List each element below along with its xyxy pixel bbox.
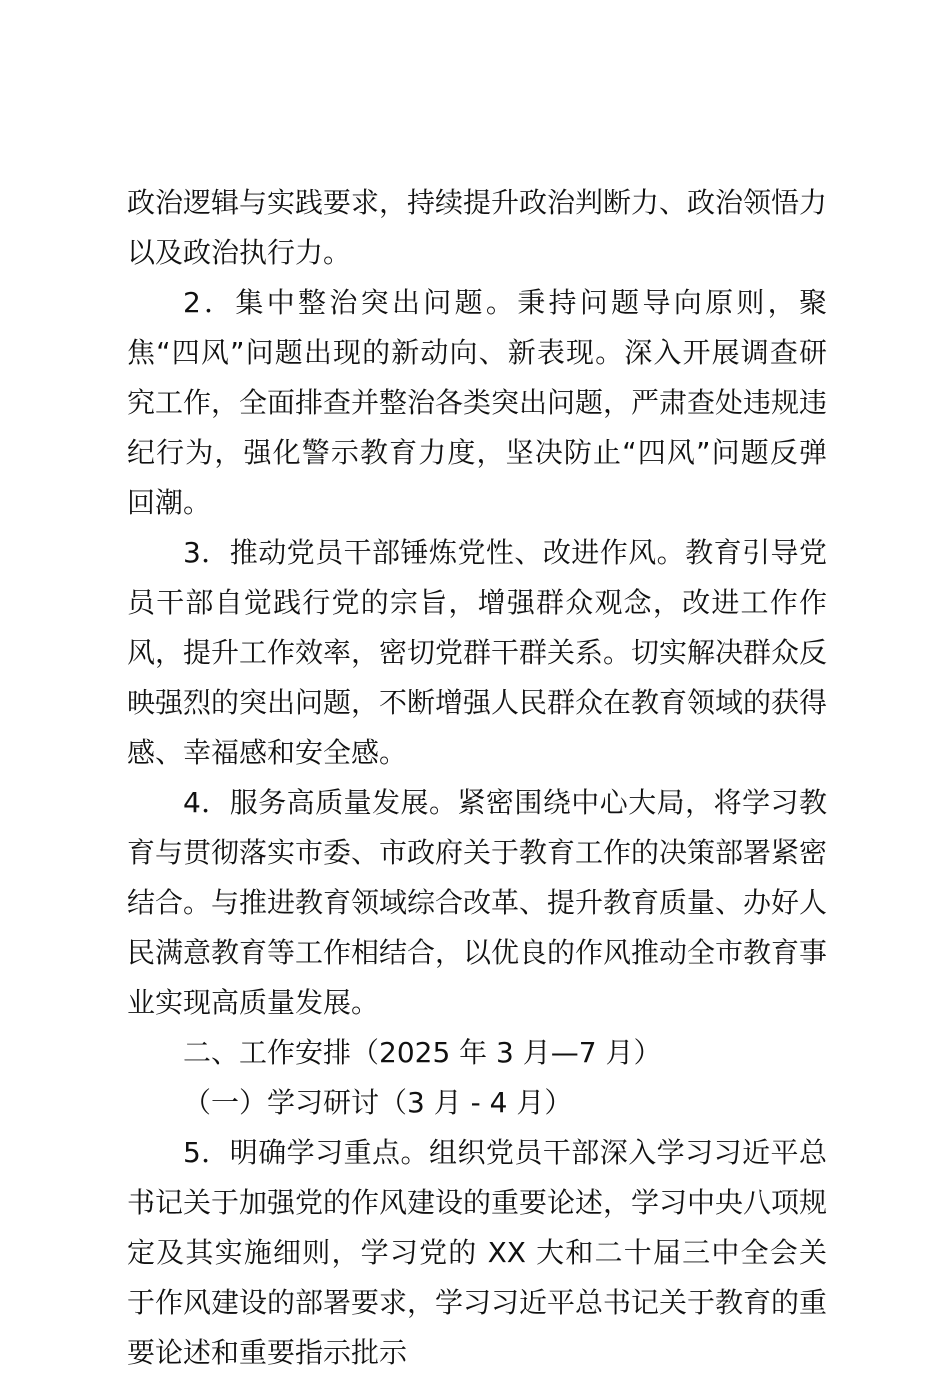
paragraph-item-5: 5．明确学习重点。组织党员干部深入学习习近平总书记关于加强党的作风建设的重要论述，学习中央八项规定及其实施细则，学习党的 XX 大和二十届三中全会关于作风建设的部署要求，学习习近平总书记关于教育的重要论述和重要指示批示 <box>127 1136 828 1369</box>
document-body <box>127 178 827 1378</box>
paragraph-continuation: 政治逻辑与实践要求，持续提升政治判断力、政治领悟力以及政治执行力。 <box>127 186 828 269</box>
paragraph-item-3: 3．推动党员干部锤炼党性、改进作风。教育引导党员干部自觉践行党的宗旨，增强群众观念，改进工作作风，提升工作效率，密切党群干群关系。切实解决群众反映强烈的突出问题，不断增强人民群众在教育领域的获得感、幸福感和安全感。 <box>127 536 828 769</box>
paragraph-item-2: 2．集中整治突出问题。秉持问题导向原则，聚焦“四风”问题出现的新动向、新表现。深入开展调查研究工作，全面排查并整治各类突出问题，严肃查处违规违纪行为，强化警示教育力度，坚决防止“四风”问题反弹回潮。 <box>127 286 828 519</box>
subsection-heading-study: （一）学习研讨（3 月 - 4 月） <box>183 1086 573 1119</box>
section-heading-work-arrangement: 二、工作安排（2025 年 3 月—7 月） <box>183 1036 662 1069</box>
paragraph-item-4: 4．服务高质量发展。紧密围绕中心大局，将学习教育与贯彻落实市委、市政府关于教育工作的决策部署紧密结合。与推进教育领域综合改革、提升教育质量、办好人民满意教育等工作相结合，以优良的作风推动全市教育事业实现高质量发展。 <box>127 786 828 1019</box>
